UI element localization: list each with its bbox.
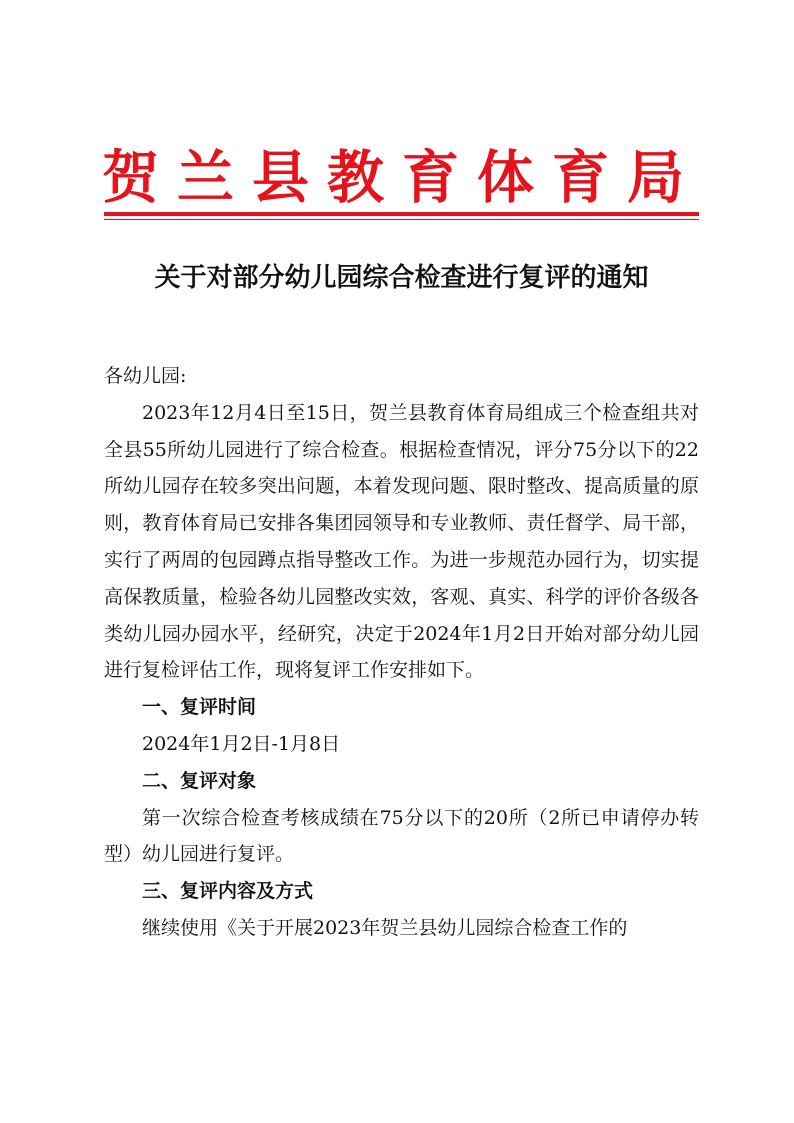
header-red-rule-thick — [104, 212, 699, 216]
intro-paragraph: 2023年12月4日至15日，贺兰县教育体育局组成三个检查组共对全县55所幼儿园进行了综合检查。根据检查情况，评分75分以下的22所幼儿园存在较多突出问题，本着发现问题、限时整改、提高质量的原则，教育体育局已安排各集团园领导和专业教师、责任督学、局干部，实行了两周的包园蹲点指导整改工作。为进一步规范办园行为，切实提高保教质量，检验各幼儿园整改实效，客观、真实、科学的评价各级各类幼儿园办园水平，经研究，决定于2024年1月2日开始对部分幼儿园进行复检评估工作，现将复评工作安排如下。 — [104, 401, 699, 682]
section-text-content-method: 继续使用《关于开展2023年贺兰县幼儿园综合检查工作的 — [142, 916, 628, 939]
section-text-time: 2024年1月2日-1月8日 — [142, 732, 341, 755]
section-text-targets: 第一次综合检查考核成绩在75分以下的20所（2所已申请停办转型）幼儿园进行复评。 — [104, 806, 699, 866]
salutation: 各幼儿园: — [104, 365, 187, 387]
document-title: 关于对部分幼儿园综合检查进行复评的通知 — [154, 263, 649, 293]
section-heading-time: 一、复评时间 — [142, 696, 257, 719]
document-body — [104, 358, 699, 947]
section-heading-content-method: 三、复评内容及方式 — [142, 880, 314, 903]
header-red-rule-thin — [104, 219, 699, 220]
organization-header: 贺兰县教育体育局 — [102, 144, 702, 211]
section-heading-targets: 二、复评对象 — [142, 769, 257, 792]
